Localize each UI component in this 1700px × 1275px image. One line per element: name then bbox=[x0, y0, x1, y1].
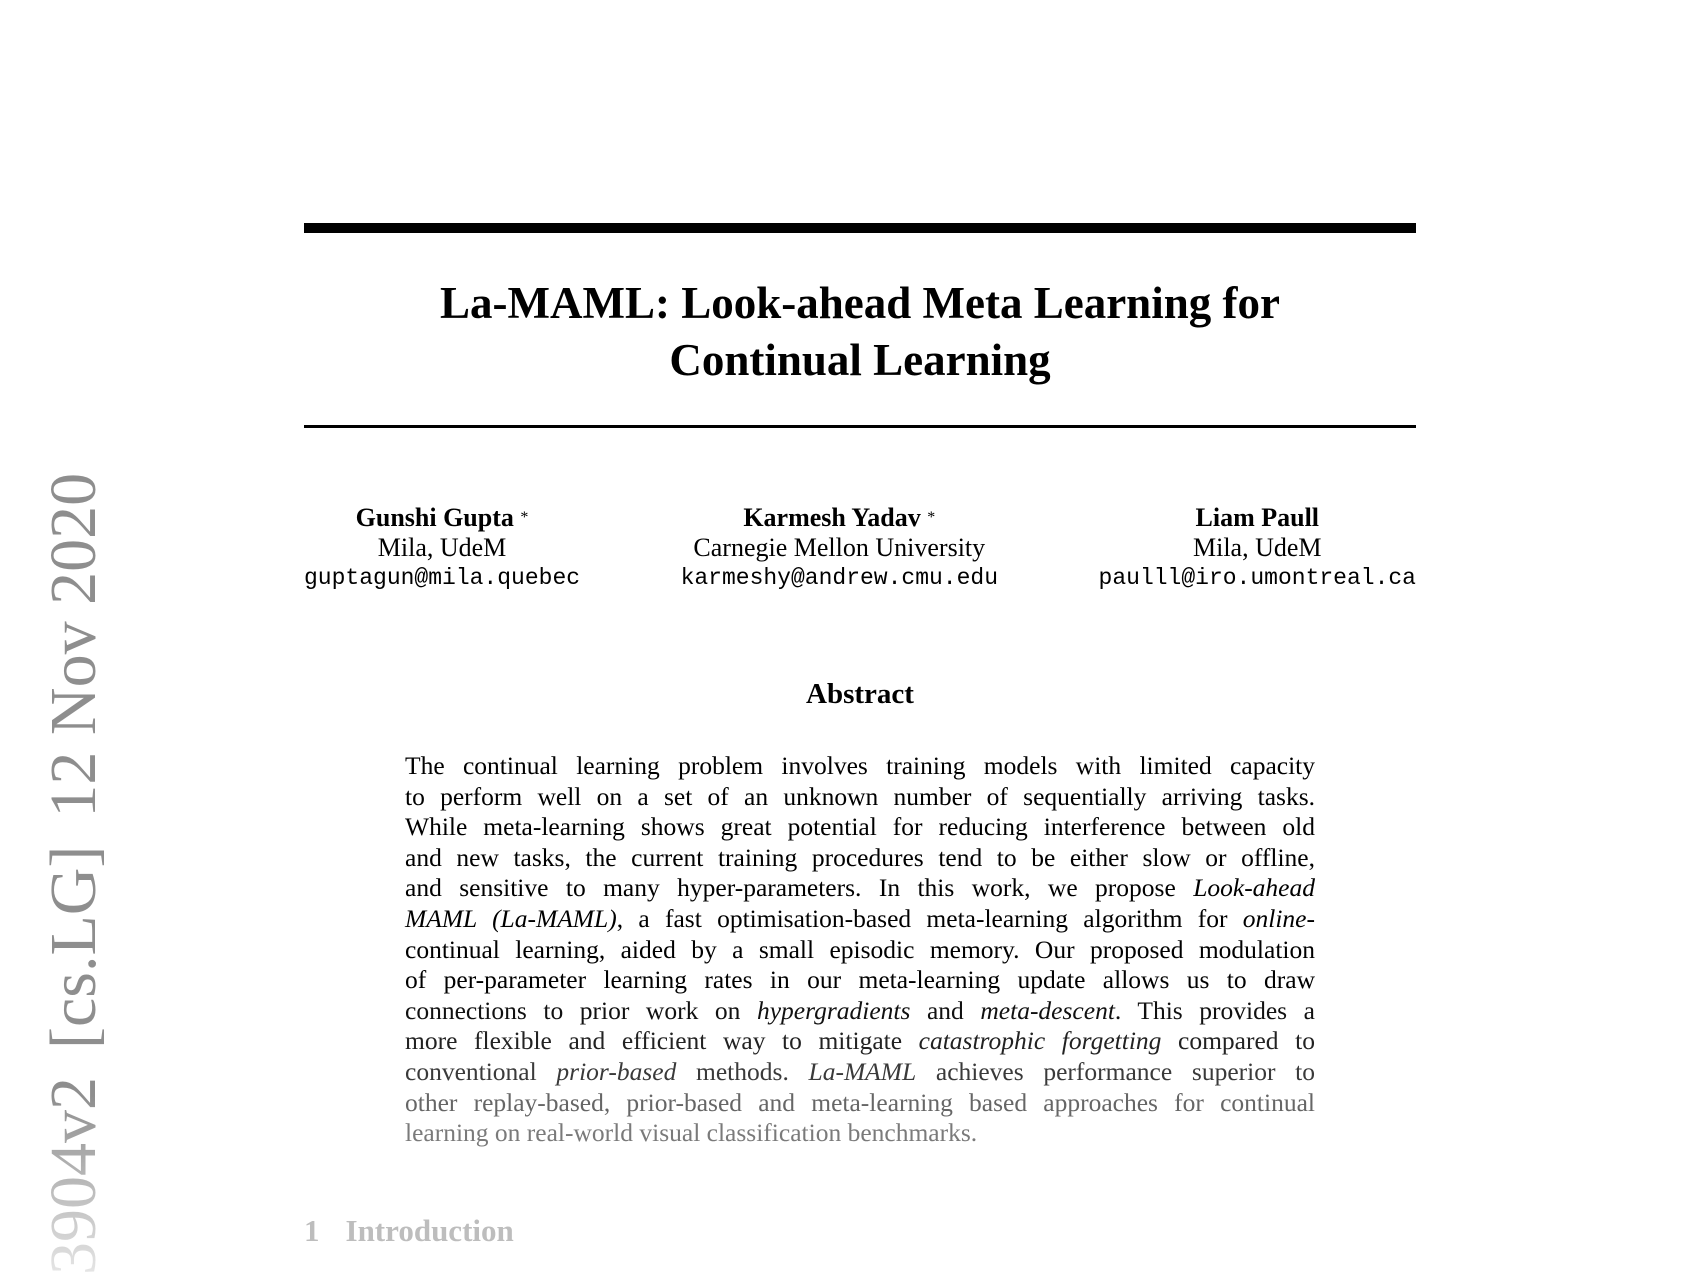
text-segment: , a fast optimisation-based meta-learning algorithm for bbox=[616, 903, 1243, 933]
author-email: guptagun@mila.quebec bbox=[304, 565, 581, 591]
abstract-line bbox=[405, 996, 1315, 1027]
abstract-line bbox=[405, 1088, 1315, 1119]
text-segment: connections to prior work on bbox=[405, 995, 757, 1025]
author-block bbox=[304, 503, 1416, 594]
section-title: Introduction bbox=[345, 1213, 514, 1248]
author bbox=[304, 503, 580, 594]
author bbox=[681, 503, 998, 594]
emphasized-text: online bbox=[1242, 903, 1307, 933]
abstract-line bbox=[405, 1118, 1315, 1149]
abstract-body bbox=[405, 751, 1315, 1149]
title-line-2: Continual Learning bbox=[669, 335, 1051, 385]
author-name: Gunshi Gupta bbox=[355, 503, 514, 532]
author-name: Karmesh Yadav bbox=[743, 503, 921, 532]
abstract-line bbox=[405, 935, 1315, 966]
author-affiliation: Carnegie Mellon University bbox=[693, 533, 986, 562]
paper-title bbox=[304, 275, 1416, 389]
text-segment: and sensitive to many hyper-parameters. In this work, we propose bbox=[405, 873, 1194, 903]
emphasized-text: prior-based bbox=[556, 1056, 677, 1086]
text-segment: continual learning, aided by a small episodic memory. Our proposed modulation bbox=[405, 934, 1315, 964]
title-line-1: La-MAML: Look-ahead Meta Learning for bbox=[440, 278, 1280, 328]
top-rule bbox=[304, 223, 1416, 233]
text-segment: The continual learning problem involves training models with limited capacity bbox=[405, 751, 1315, 780]
text-segment: and bbox=[910, 995, 981, 1025]
emphasized-text: meta-descent bbox=[980, 995, 1115, 1025]
abstract-heading: Abstract bbox=[806, 678, 914, 710]
emphasized-text: MAML (La-MAML) bbox=[405, 903, 617, 933]
bottom-rule bbox=[304, 425, 1416, 428]
abstract-line bbox=[405, 812, 1315, 843]
equal-contribution-mark: * bbox=[520, 509, 529, 526]
abstract-line bbox=[405, 873, 1315, 904]
text-segment: conventional bbox=[405, 1056, 557, 1086]
text-segment: While meta-learning shows great potential for reducing interference between old bbox=[405, 812, 1315, 842]
text-segment: of per-parameter learning rates in our meta-learning update allows us to draw bbox=[405, 965, 1315, 995]
author-affiliation: Mila, UdeM bbox=[1192, 533, 1322, 562]
abstract-line bbox=[405, 751, 1315, 782]
arxiv-date: 12 Nov 2020 bbox=[37, 472, 110, 818]
author-email: paulll@iro.umontreal.ca bbox=[1098, 565, 1416, 591]
author bbox=[1099, 503, 1416, 594]
abstract-line bbox=[405, 843, 1315, 874]
text-segment: methods. bbox=[676, 1056, 809, 1086]
text-segment: learning on real-world visual classification benchmarks. bbox=[405, 1118, 978, 1148]
text-segment: to perform well on a set of an unknown number of sequentially arriving tasks. bbox=[405, 781, 1315, 811]
author-name: Liam Paull bbox=[1195, 503, 1320, 532]
emphasized-text: La-MAML bbox=[808, 1056, 917, 1086]
text-segment: and new tasks, the current training procedures tend to be either slow or offline, bbox=[405, 842, 1315, 872]
author-affiliation: Mila, UdeM bbox=[377, 533, 507, 562]
text-segment: achieves performance superior to bbox=[916, 1056, 1315, 1086]
abstract-line bbox=[405, 904, 1315, 935]
text-segment: compared to bbox=[1161, 1026, 1315, 1056]
author-email: karmeshy@andrew.cmu.edu bbox=[680, 565, 999, 591]
emphasized-text: catastrophic forgetting bbox=[918, 1026, 1162, 1056]
abstract-line bbox=[405, 1057, 1315, 1088]
emphasized-text: Look-ahead bbox=[1193, 873, 1315, 903]
arxiv-id: 3904v2 bbox=[37, 1077, 110, 1275]
abstract-line bbox=[405, 965, 1315, 996]
text-segment: - bbox=[1306, 903, 1315, 933]
abstract-line bbox=[405, 1026, 1315, 1057]
abstract-line bbox=[405, 782, 1315, 813]
section-number: 1 bbox=[304, 1213, 320, 1248]
arxiv-category: [cs.LG] bbox=[37, 845, 110, 1049]
text-segment: more flexible and efficient way to mitigate bbox=[405, 1026, 919, 1056]
emphasized-text: hypergradients bbox=[756, 995, 911, 1025]
arxiv-identifier-sidebar bbox=[37, 445, 110, 1275]
section-heading bbox=[304, 1213, 514, 1249]
text-segment: . This provides a bbox=[1114, 995, 1315, 1025]
text-segment: other replay-based, prior-based and meta-learning based approaches for continual bbox=[405, 1087, 1315, 1117]
equal-contribution-mark: * bbox=[927, 509, 936, 526]
